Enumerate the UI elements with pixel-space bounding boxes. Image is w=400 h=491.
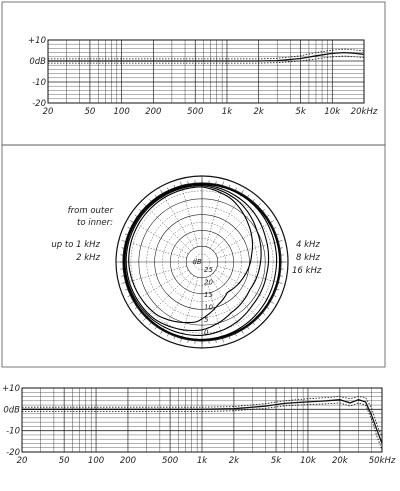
legend-right-1: 4 kHz xyxy=(296,240,320,250)
polar-db-label: dB xyxy=(192,258,202,266)
x-tick-label: 500 xyxy=(187,107,204,117)
polar-bezel-tick xyxy=(161,330,163,333)
legend-left-2: 2 kHz xyxy=(76,253,100,263)
polar-bezel-tick xyxy=(267,307,269,309)
x-tick-label: 20kHz xyxy=(350,107,378,117)
legend-left-1: up to 1 kHz xyxy=(51,240,100,250)
polar-bezel-tick xyxy=(155,327,157,329)
polar-spoke xyxy=(180,179,198,247)
x-tick-label: 5k xyxy=(295,107,306,117)
y-tick-label: -20 xyxy=(6,448,20,458)
polar-bezel-tick xyxy=(267,215,269,217)
x-tick-label: 1k xyxy=(221,107,233,117)
polar-bezel-tick xyxy=(144,204,146,206)
polar-bezel-tick xyxy=(274,295,277,296)
plot-area-border xyxy=(48,40,364,103)
polar-bezel-tick xyxy=(135,215,137,217)
polar-bezel-tick xyxy=(253,199,255,201)
x-tick-label: 2k xyxy=(253,107,264,117)
legend-intro-line-1: from outer xyxy=(67,206,113,216)
tolerance-curve xyxy=(48,56,364,63)
y-tick-label: 0dB xyxy=(29,57,46,67)
polar-db-label: 10 xyxy=(204,303,213,312)
polar-spoke xyxy=(128,219,189,254)
polar-bezel-tick xyxy=(131,221,134,223)
polar-bezel-tick xyxy=(258,318,260,320)
top-frequency-response-chart xyxy=(28,36,378,117)
polar-bezel-tick xyxy=(242,191,244,194)
x-tick-label: 2k xyxy=(228,456,240,466)
polar-bezel-tick xyxy=(253,323,255,325)
y-tick-label: -20 xyxy=(32,99,46,109)
x-tick-label: 1k xyxy=(196,456,208,466)
polar-bezel-tick xyxy=(247,327,249,329)
legend-right-2: 8 kHz xyxy=(296,253,320,263)
x-tick-label: 500 xyxy=(161,456,179,466)
x-tick-label: 100 xyxy=(113,107,130,117)
polar-bezel-tick xyxy=(149,323,151,325)
polar-pattern-chart xyxy=(51,176,321,348)
polar-bezel-tick xyxy=(274,227,277,228)
bottom-frequency-response-chart xyxy=(2,384,396,466)
x-tick-label: 10k xyxy=(324,107,341,117)
legend-right-3: 16 kHz xyxy=(292,266,322,276)
polar-bezel-tick xyxy=(258,204,260,206)
polar-db-label: 15 xyxy=(204,291,213,299)
y-tick-label: +10 xyxy=(2,384,20,394)
polar-spoke xyxy=(141,201,191,251)
polar-bezel-tick xyxy=(270,221,273,223)
y-tick-label: 0dB xyxy=(3,405,20,416)
y-tick-label: -10 xyxy=(32,78,46,88)
x-tick-label: 50 xyxy=(84,107,96,117)
x-tick-label: 200 xyxy=(145,107,162,117)
polar-bezel-tick xyxy=(167,334,168,337)
polar-bezel-tick xyxy=(161,191,163,194)
polar-db-label: 0 xyxy=(204,328,209,337)
polar-db-label: 25 xyxy=(204,266,213,274)
x-tick-label: 20 xyxy=(16,456,28,466)
polar-db-label: 5 xyxy=(204,316,209,324)
polar-spoke xyxy=(159,188,194,249)
tolerance-curve xyxy=(48,49,364,59)
x-tick-label: 20k xyxy=(331,456,348,466)
polar-bezel-tick xyxy=(235,334,236,337)
x-tick-label: 20 xyxy=(42,107,54,117)
polar-bezel-tick xyxy=(149,199,151,201)
polar-bezel-tick xyxy=(263,209,265,211)
polar-bezel-tick xyxy=(128,227,131,228)
polar-bezel-tick xyxy=(131,302,134,304)
polar-bezel-tick xyxy=(263,313,265,315)
polar-bezel-tick xyxy=(144,318,146,320)
x-tick-label: 100 xyxy=(87,456,105,466)
polar-bezel-tick xyxy=(247,195,249,197)
x-tick-label: 50 xyxy=(58,456,70,466)
y-tick-label: -10 xyxy=(6,426,20,437)
y-tick-label: +10 xyxy=(28,36,46,46)
polar-bezel-tick xyxy=(155,195,157,197)
x-tick-label: 200 xyxy=(119,456,137,466)
polar-bezel-tick xyxy=(235,188,236,191)
polar-bezel-tick xyxy=(270,302,273,304)
middle-panel-frame xyxy=(2,145,385,367)
polar-db-label: 20 xyxy=(204,278,213,287)
polar-bezel-tick xyxy=(139,313,141,315)
x-tick-label: 5k xyxy=(270,456,282,466)
polar-bezel-tick xyxy=(128,295,131,296)
polar-spoke xyxy=(216,270,277,305)
legend-intro-line-2: to inner: xyxy=(77,218,113,228)
polar-bezel-tick xyxy=(139,209,141,211)
polar-spoke xyxy=(128,270,189,305)
polar-bezel-tick xyxy=(242,330,244,333)
x-tick-label: 50kHz xyxy=(368,456,396,466)
polar-bezel-tick xyxy=(135,307,137,309)
x-tick-label: 10k xyxy=(300,456,316,466)
polar-bezel-tick xyxy=(167,188,168,191)
